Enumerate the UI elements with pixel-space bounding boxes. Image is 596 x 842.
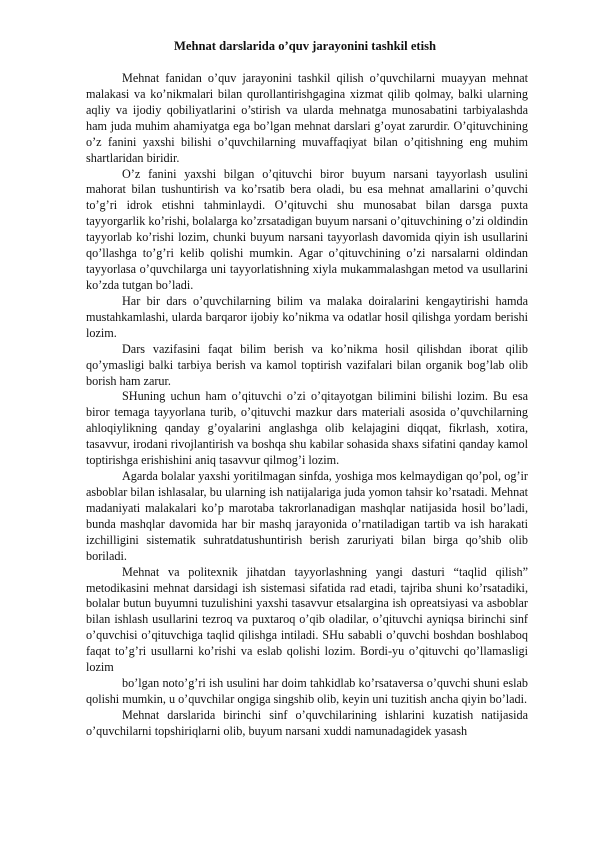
paragraph: Agarda bolalar yaxshi yoritilmagan sinfda, yoshiga mos kelmaydigan qo’pol, og’ir asboblar bilan ishlasalar, bu ularning ish natijalariga juda yomon tahsir ko’rsatadi. Mehnat madaniyati malakalari ko’p marotaba takrorlanadigan mashqlar natijasida hosil bo’ladi, bunda mashqlar davomida har bir mashq jarayonida o’rnatiladigan tartib va ish harakati izchilligini sistematik suhratdatushuntirish berish zaruriyati bilan birga qo’shib olib boriladi.: [86, 469, 528, 563]
paragraph: bo’lgan noto’g’ri ish usulini har doim tahkidlab ko’rsataversa o’quvchi shuni eslab qolishi mumkin, u o’quvchilar ongiga singshib olib, keyin uni tuzitish ancha qiyin bo’ladi.: [86, 676, 528, 706]
paragraph: Mehnat fanidan o’quv jarayonini tashkil qilish o’quvchilarni muayyan mehnat malakasi va ko’nikmalari bilan qurollantirishgagina xizmat qilib qolmay, balki ularning aqliy va ijodiy qobiliyatlarini o’stirish va ularda mehnatga munosabatini tarbiyalashda ham juda muhim ahamiyatga ega bo’lgan mehnat darslari g’oyat zarurdir. O’qituvchining o’z fanini yaxshi bilishi o’quvchilarning muvaffaqiyat bilan o’qitishning eng muhim shartlaridan biridir.: [86, 71, 528, 165]
paragraph: Mehnat va politexnik jihatdan tayyorlashning yangi dasturi “taqlid qilish” metodikasini mehnat darsidagi ish sistemasi sifatida rad etadi, tajriba shuni ko’rsatadiki, bolalar butun buyumni tuzulishini yaxshi tasavvur etsalargina ish opreatsiyasi va asboblar bilan ishlash usullarini tezroq va puxtaroq o’qib oladilar, o’qituvchi ayniqsa birinchi sinf o’quvchisi o’qituvchiga taqlid qilishga intiladi. SHu sababli o’quvchi boshdan boshlaboq faqat to’g’ri usullarni ko’rishi va eslab qolishi lozim. Bordi-yu o’qituvchi qo’llamasligi lozim: [86, 564, 528, 675]
document-title: Mehnat darslarida o’quv jarayonini tashkil etish: [173, 39, 437, 53]
paragraph: Mehnat darslarida birinchi sinf o’quvchilarining ishlarini kuzatish natijasida o’quvchilarni topshiriqlarni olib, buyum narsani xuddi namunadagidek yasash: [86, 707, 528, 738]
document-body: [86, 71, 528, 740]
paragraph: O’z fanini yaxshi bilgan o’qituvchi biror buyum narsani tayyorlash usulini mahorat bilan tushuntirish va ko’rsatib bera oladi, bu esa mehnat amallarini o’quvchi to’g’ri idrok etishni tahminlaydi. O’qituvchi shu munosabat bilan darsga puxta tayyorgarlik ko’rishi, bolalarga ko’zrsatadigan buyum narsani o’qituvchining o’zi oldindin tayyorlab ko’rishi lozim, chunki buyum narsani tayyorlash davomida qiyin ish usullarini qo’llashga to’g’ri kelib qolishi mumkin. Agar o’qituvchining o’zi narsalarni oldindan tayyorlasa o’quvchilarga uni tayyorlatishning xiyla mukammalashgan metod va usullarini ko’zda tutgan bo’ladi.: [86, 166, 528, 292]
paragraph: Dars vazifasini faqat bilim berish va ko’nikma hosil qilishdan iborat qilib qo’ymasligi balki tarbiya berish va kamol toptirish vazifalari bilan organik bog’lab olib borish ham zarur.: [86, 341, 528, 388]
paragraph: SHuning uchun ham o’qituvchi o’zi o’qitayotgan bilimini bilishi lozim. Bu esa biror temaga tayyorlana turib, o’qituvchi mazkur dars materiali asosida o’quvchilarning ahloqiylikning qanday g’oyalarini anglashga olib kelajagini diqqat, fikrlash, xotira, tasavvur, irodani rivojlantirish va boshqa shu kabilar sohasida shaxs sifatini qanday kamol toptirishga erishishini aniq tasavvur qilmog’i lozim.: [86, 389, 528, 468]
paragraph: Har bir dars o’quvchilarning bilim va malaka doiralarini kengaytirishi hamda mustahkamlashi, ularda barqaror ijobiy ko’nikma va odatlar hosil qilishga yordam berishi lozim.: [86, 293, 528, 340]
